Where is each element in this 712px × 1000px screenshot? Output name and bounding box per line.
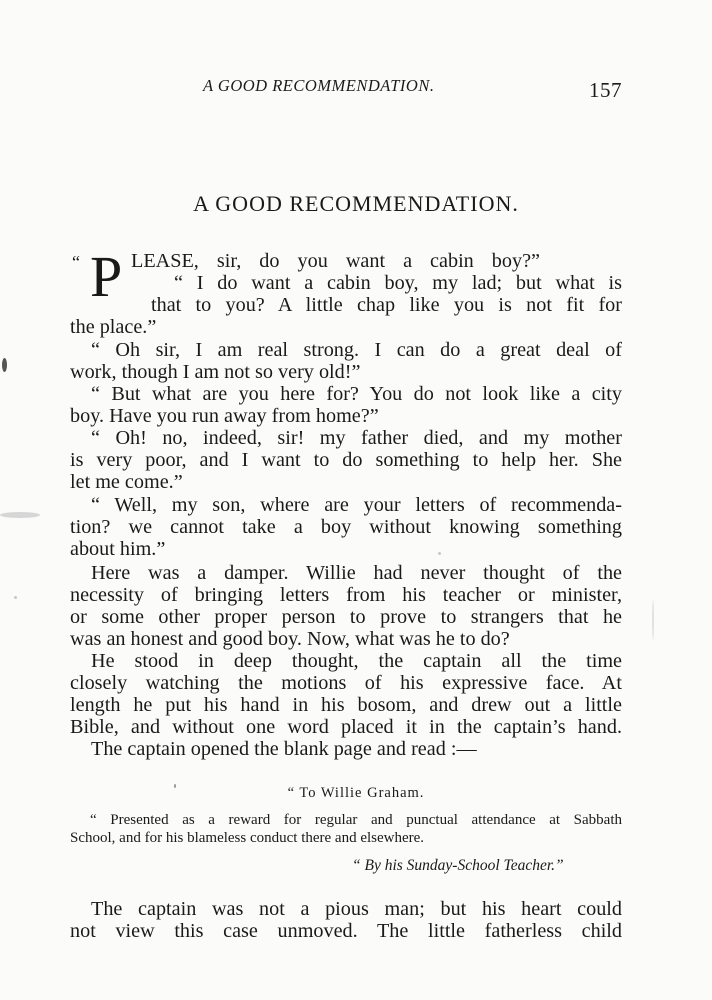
- text-line: Here was a damper. Willie had never thought of the: [91, 562, 622, 584]
- text-line: Bible, and without one word placed it in the captain’s hand.: [70, 716, 622, 738]
- page-number: 157: [589, 78, 622, 102]
- text-line: was an honest and good boy. Now, what was he to do?: [70, 628, 510, 650]
- scan-speck: [2, 358, 7, 372]
- text-line: The captain was not a pious man; but his heart could: [91, 898, 622, 920]
- inscription-heading: “ To Willie Graham.: [287, 785, 425, 801]
- drop-cap: P: [90, 244, 123, 309]
- scan-speck: [174, 784, 176, 788]
- text-line: “ Oh! no, indeed, sir! my father died, and my mother: [91, 427, 622, 449]
- text-line: that to you? A little chap like you is not fit for: [151, 294, 622, 316]
- text-line: let me come.”: [70, 471, 183, 493]
- text-line: tion? we cannot take a boy without knowing something: [70, 516, 622, 538]
- text-line: about him.”: [70, 538, 166, 560]
- inscription-line: “ Presented as a reward for regular and punctual attendance at Sabbath: [90, 812, 622, 828]
- text-line: length he put his hand in his bosom, and drew out a little: [70, 694, 622, 716]
- text-line: boy. Have you run away from home?”: [70, 405, 379, 427]
- inscription-signature: “ By his Sunday-School Teacher.”: [352, 857, 564, 874]
- scan-speck: [652, 600, 654, 640]
- text-line: the place.”: [70, 316, 157, 338]
- text-line: “ I do want a cabin boy, my lad; but what is: [174, 272, 622, 294]
- text-line: “ Well, my son, where are your letters of recommenda-: [91, 494, 622, 516]
- text-line: “ Oh sir, I am real strong. I can do a great deal of: [91, 339, 622, 361]
- inscription-line: School, and for his blameless conduct there and elsewhere.: [70, 830, 425, 846]
- text-line: He stood in deep thought, the captain all the time: [91, 650, 622, 672]
- first-line: LEASE, sir, do you want a cabin boy?”: [131, 250, 540, 272]
- text-line: not view this case unmoved. The little fatherless child: [70, 920, 622, 942]
- text-line: necessity of bringing letters from his teacher or minister,: [70, 584, 622, 606]
- text-line: The captain opened the blank page and read :—: [91, 738, 477, 760]
- scan-speck: [0, 512, 40, 518]
- running-header: A GOOD RECOMMENDATION.: [203, 76, 435, 95]
- scan-speck: [14, 596, 17, 599]
- scan-speck: [438, 552, 441, 555]
- text-line: or some other proper person to prove to strangers that he: [70, 606, 622, 628]
- text-line: “ But what are you here for? You do not look like a city: [91, 383, 622, 405]
- text-line: is very poor, and I want to do something to help her. She: [70, 449, 622, 471]
- opening-quote-mark: “: [72, 252, 80, 272]
- chapter-title: A GOOD RECOMMENDATION.: [193, 191, 519, 216]
- text-line: work, though I am not so very old!”: [70, 361, 361, 383]
- text-line: closely watching the motions of his expressive face. At: [70, 672, 622, 694]
